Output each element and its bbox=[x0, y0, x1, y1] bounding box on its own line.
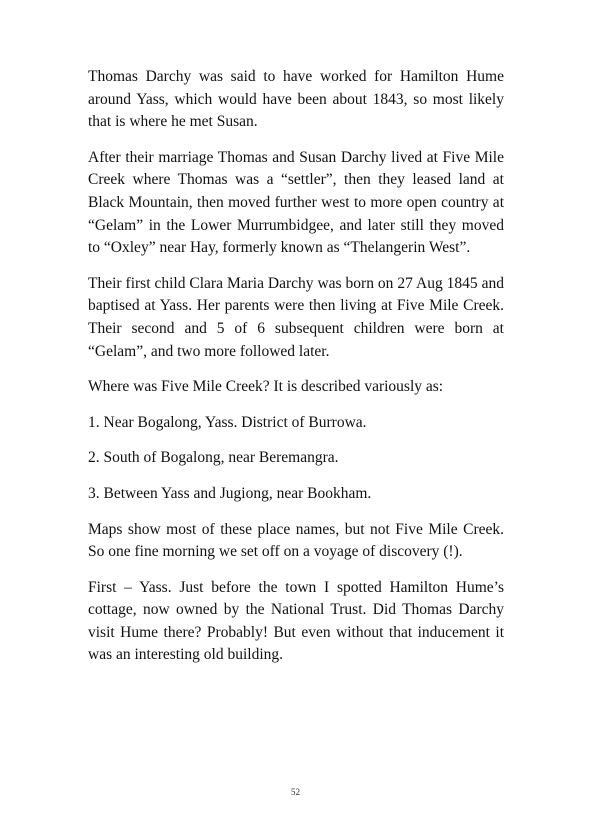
paragraph-marriage-residences: After their marriage Thomas and Susan Darchy lived at Five Mile Creek where Thomas was a “settler”, then they leased land at Black Mountain, then moved further west to more open country at “Gelam” in the Lower Murrumbidgee, and later still they moved to “Oxley” near Hay, formerly known as “Thelangerin West”. bbox=[88, 148, 504, 257]
paragraph-yass-cottage: First – Yass. Just before the town I spotted Hamilton Hume’s cottage, now owned by the National Trust. Did Thomas Darchy visit Hume there? Probably! But even without that inducement it was an interesting old building. bbox=[88, 578, 504, 664]
list-item: 3. Between Yass and Jugiong, near Bookham. bbox=[88, 484, 372, 502]
list-item: 1. Near Bogalong, Yass. District of Burrowa. bbox=[88, 413, 367, 431]
paragraph-first-child: Their first child Clara Maria Darchy was born on 27 Aug 1845 and baptised at Yass. Her parents were then living at Five Mile Creek. Their second and 5 of 6 subsequent children were born at “Gelam”, and two more followed later. bbox=[88, 274, 504, 360]
paragraph-hume-yass: Thomas Darchy was said to have worked for Hamilton Hume around Yass, which would have been about 1843, so most likely that is where he met Susan. bbox=[88, 68, 504, 131]
page-number: 52 bbox=[291, 787, 300, 797]
paragraph-question: Where was Five Mile Creek? It is described variously as: bbox=[88, 378, 444, 396]
list-item: 2. South of Bogalong, near Beremangra. bbox=[88, 449, 339, 467]
paragraph-maps-voyage: Maps show most of these place names, but not Five Mile Creek. So one fine morning we set off on a voyage of discovery (!). bbox=[88, 520, 504, 561]
page-body bbox=[88, 66, 504, 680]
